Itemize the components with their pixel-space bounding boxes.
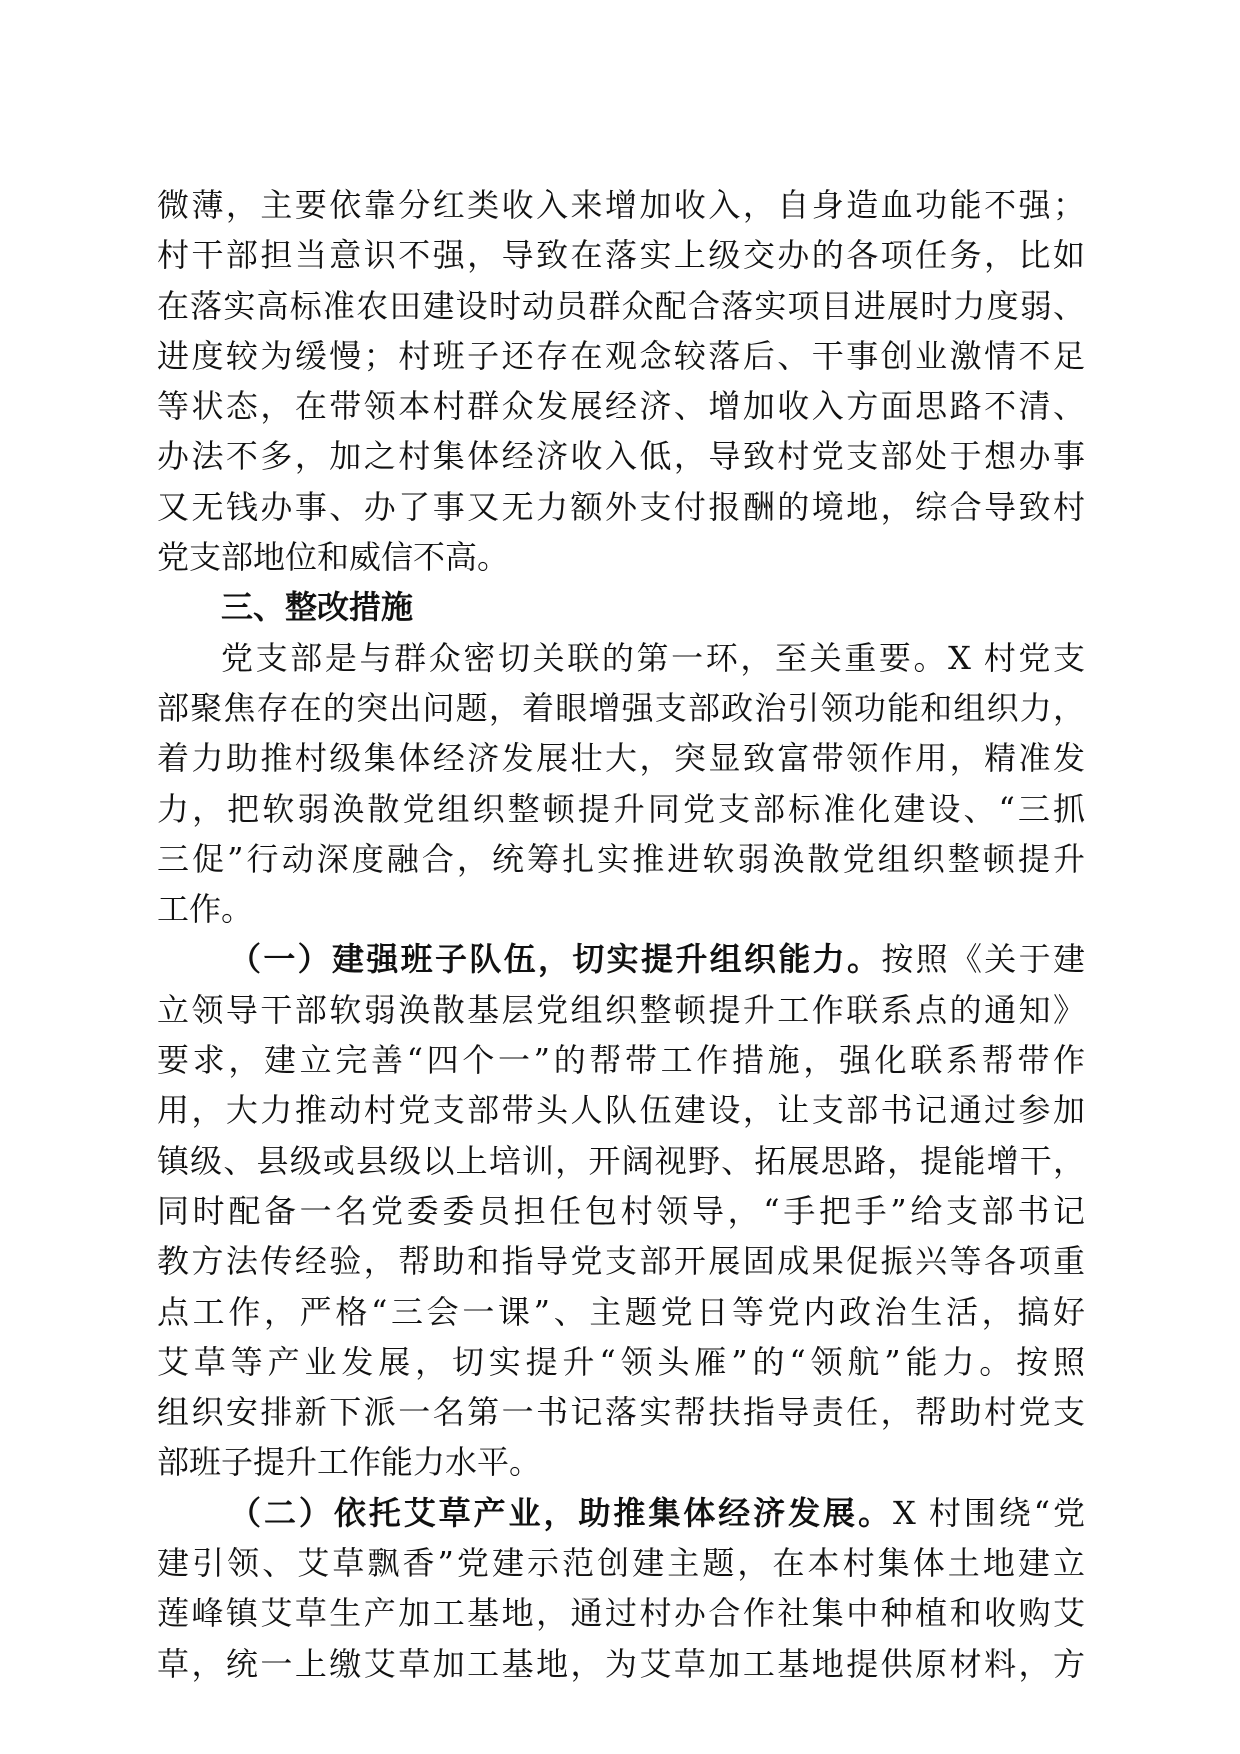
text-line: 部聚焦存在的突出问题，着眼增强支部政治引领功能和组织力， [157,688,1085,727]
text-line: 在落实高标准农田建设时动员群众配合落实项目进展时力度弱、 [157,286,1085,325]
item-title: （一）建强班子队伍，切实提升组织能力。 [229,940,882,979]
text-line: 教方法传经验，帮助和指导党支部开展固成果促振兴等各项重 [157,1242,1085,1281]
text-line [157,934,1085,984]
text-line: 进度较为缓慢；村班子还存在观念较落后、干事创业激情不足 [157,336,1085,375]
text-line: 村干部担当意识不强，导致在落实上级交办的各项任务，比如 [157,236,1085,275]
text-line: 点工作，严格“三会一课”、主题党日等党内政治生活，搞好 [157,1292,1085,1331]
document-page [157,180,1085,1689]
text-line: 等状态，在带领本村群众发展经济、增加收入方面思路不清、 [157,387,1085,426]
item-text: 按照《关于建 [881,940,1085,979]
text-line: 工作。 [157,890,254,929]
text-line: 微薄，主要依靠分红类收入来增加收入，自身造血功能不强； [157,186,1085,224]
text-line: 三促”行动深度融合，统筹扎实推进软弱涣散党组织整顿提升 [157,839,1085,878]
text-line: 党支部是与群众密切关联的第一环，至关重要。X 村党支 [221,638,1085,677]
text-line: 又无钱办事、办了事又无力额外支付报酬的境地，综合导致村 [157,487,1085,526]
item-title: （二）依托艾草产业，助推集体经济发展。 [229,1493,893,1532]
paragraph-intro [157,633,1085,935]
paragraph-continuation [157,180,1085,582]
text-line: 着力助推村级集体经济发展壮大，突显致富带领作用，精准发 [157,739,1085,778]
text-line: 草，统一上缴艾草加工基地，为艾草加工基地提供原材料，方 [157,1644,1085,1683]
text-line: 镇级、县级或县级以上培训，开阔视野、拓展思路，提能增干， [157,1141,1085,1180]
text-line: 建引领、艾草飘香”党建示范创建主题，在本村集体土地建立 [157,1544,1085,1583]
paragraph-item-1 [157,934,1085,1487]
text-line: 要求，建立完善“四个一”的帮带工作措施，强化联系帮带作 [157,1041,1085,1080]
text-line: 力，把软弱涣散党组织整顿提升同党支部标准化建设、“三抓 [157,789,1085,828]
text-line [157,1488,1085,1538]
paragraph-item-2 [157,1488,1085,1689]
text-line: 部班子提升工作能力水平。 [157,1443,542,1482]
text-line: 组织安排新下派一名第一书记落实帮扶指导责任，帮助村党支 [157,1393,1085,1432]
text-line: 党支部地位和威信不高。 [157,538,510,577]
text-line: 同时配备一名党委委员担任包村领导，“手把手”给支部书记 [157,1191,1085,1230]
item-text: X 村围绕“党 [892,1493,1085,1532]
text-line: 艾草等产业发展，切实提升“领头雁”的“领航”能力。按照 [157,1342,1085,1381]
section-heading: 三、整改措施 [221,588,414,627]
text-line: 莲峰镇艾草生产加工基地，通过村办合作社集中种植和收购艾 [157,1594,1085,1633]
text-line: 办法不多，加之村集体经济收入低，导致村党支部处于想办事 [157,437,1085,476]
text-line: 立领导干部软弱涣散基层党组织整顿提升工作联系点的通知》 [157,990,1085,1029]
text-line: 用，大力推动村党支部带头人队伍建设，让支部书记通过参加 [157,1091,1085,1130]
